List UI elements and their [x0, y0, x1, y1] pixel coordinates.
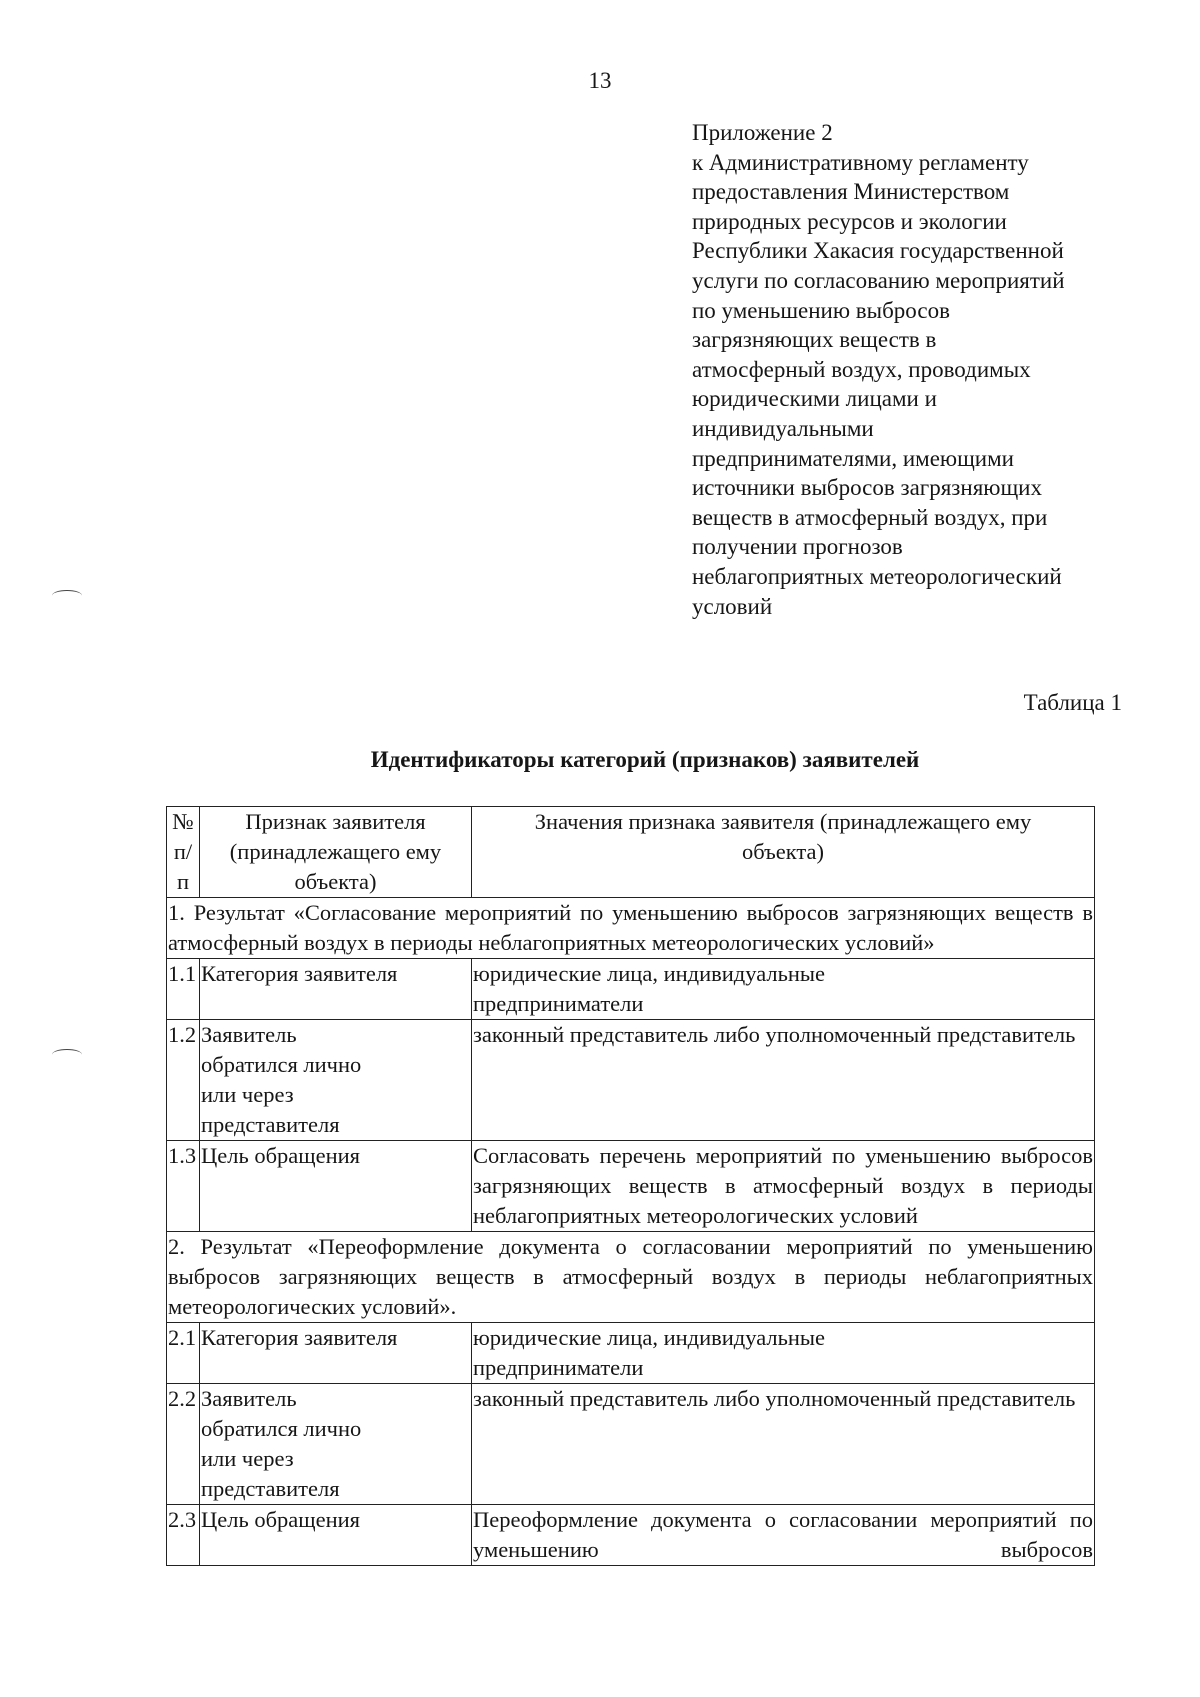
applicant-identifiers-table: [166, 806, 1095, 1566]
appendix-line: юридическими лицами и: [692, 386, 937, 412]
section-title: 1. Результат «Согласование мероприятий по уменьшению выбросов загрязняющих веществ в атмосферный воздух в периоды неблагоприятных метеорологических условий»: [167, 898, 1095, 959]
table-row: [167, 1141, 1095, 1232]
table-row: [167, 1384, 1095, 1505]
appendix-line: загрязняющих веществ в: [692, 327, 937, 353]
table-row: [167, 1020, 1095, 1141]
row-num: 1.3: [167, 1141, 200, 1232]
row-num: 2.3: [167, 1505, 200, 1566]
table-title: Идентификаторы категорий (признаков) заявителей: [370, 747, 920, 772]
appendix-line: предоставления Министерством: [692, 179, 1010, 205]
row-feature: Цель обращения: [200, 1141, 472, 1232]
row-value: юридические лица, индивидуальные предприниматели: [472, 1323, 1095, 1384]
appendix-line: источники выбросов загрязняющих: [692, 475, 1042, 501]
row-value: Переоформление документа о согласовании мероприятий по уменьшению выбросов: [472, 1505, 1095, 1566]
row-feature: Категория заявителя: [200, 959, 472, 1020]
row-num: 2.1: [167, 1323, 200, 1384]
header-feature: Признак заявителя (принадлежащего ему объекта): [200, 807, 472, 898]
table-row: [167, 1323, 1095, 1384]
appendix-line: Республики Хакасия государственной: [692, 238, 1064, 264]
row-num: 2.2: [167, 1384, 200, 1505]
appendix-line: неблагоприятных метеорологический: [692, 563, 1062, 589]
header-num: № п/п: [167, 807, 200, 898]
appendix-header: [692, 118, 1172, 621]
appendix-line: индивидуальными: [692, 415, 874, 441]
appendix-line: услуги по согласованию мероприятий: [692, 267, 1065, 293]
appendix-line: предпринимателями, имеющими: [692, 445, 1014, 471]
appendix-line: по уменьшению выбросов: [692, 297, 950, 323]
table-row: [167, 959, 1095, 1020]
section-row: [167, 1232, 1095, 1323]
row-feature: Категория заявителя: [200, 1323, 472, 1384]
appendix-line: атмосферный воздух, проводимых: [692, 356, 1031, 382]
table-row: [167, 1505, 1095, 1566]
table-header-row: [167, 807, 1095, 898]
header-values: Значения признака заявителя (принадлежащего ему объекта): [472, 807, 1095, 898]
row-value: Согласовать перечень мероприятий по уменьшению выбросов загрязняющих веществ в атмосферный воздух в периоды неблагоприятных метеорологических условий: [472, 1141, 1095, 1232]
section-row: [167, 898, 1095, 959]
appendix-line: Приложение 2: [692, 120, 833, 145]
appendix-line: к Административному регламенту: [692, 149, 1029, 175]
row-num: 1.2: [167, 1020, 200, 1141]
scan-artifact: [52, 1049, 82, 1060]
row-feature: Заявитель обратился лично или через представителя: [200, 1384, 472, 1505]
appendix-line: получении прогнозов: [692, 534, 903, 560]
section-title: 2. Результат «Переоформление документа о согласовании мероприятий по уменьшению выбросов загрязняющих веществ в атмосферный воздух в периоды неблагоприятных метеорологических условий».: [167, 1232, 1095, 1323]
appendix-line: веществ в атмосферный воздух, при: [692, 504, 1048, 530]
appendix-line: условий: [692, 593, 773, 619]
row-value: законный представитель либо уполномоченный представитель: [472, 1384, 1095, 1505]
row-value: юридические лица, индивидуальные предприниматели: [472, 959, 1095, 1020]
row-feature: Цель обращения: [200, 1505, 472, 1566]
scan-artifact: [52, 590, 82, 601]
row-feature: Заявитель обратился лично или через представителя: [200, 1020, 472, 1141]
row-value: законный представитель либо уполномоченный представитель: [472, 1020, 1095, 1141]
table-caption: Таблица 1: [1023, 690, 1122, 715]
page-number: 13: [588, 68, 612, 93]
appendix-line: природных ресурсов и экологии: [692, 208, 1007, 234]
row-num: 1.1: [167, 959, 200, 1020]
